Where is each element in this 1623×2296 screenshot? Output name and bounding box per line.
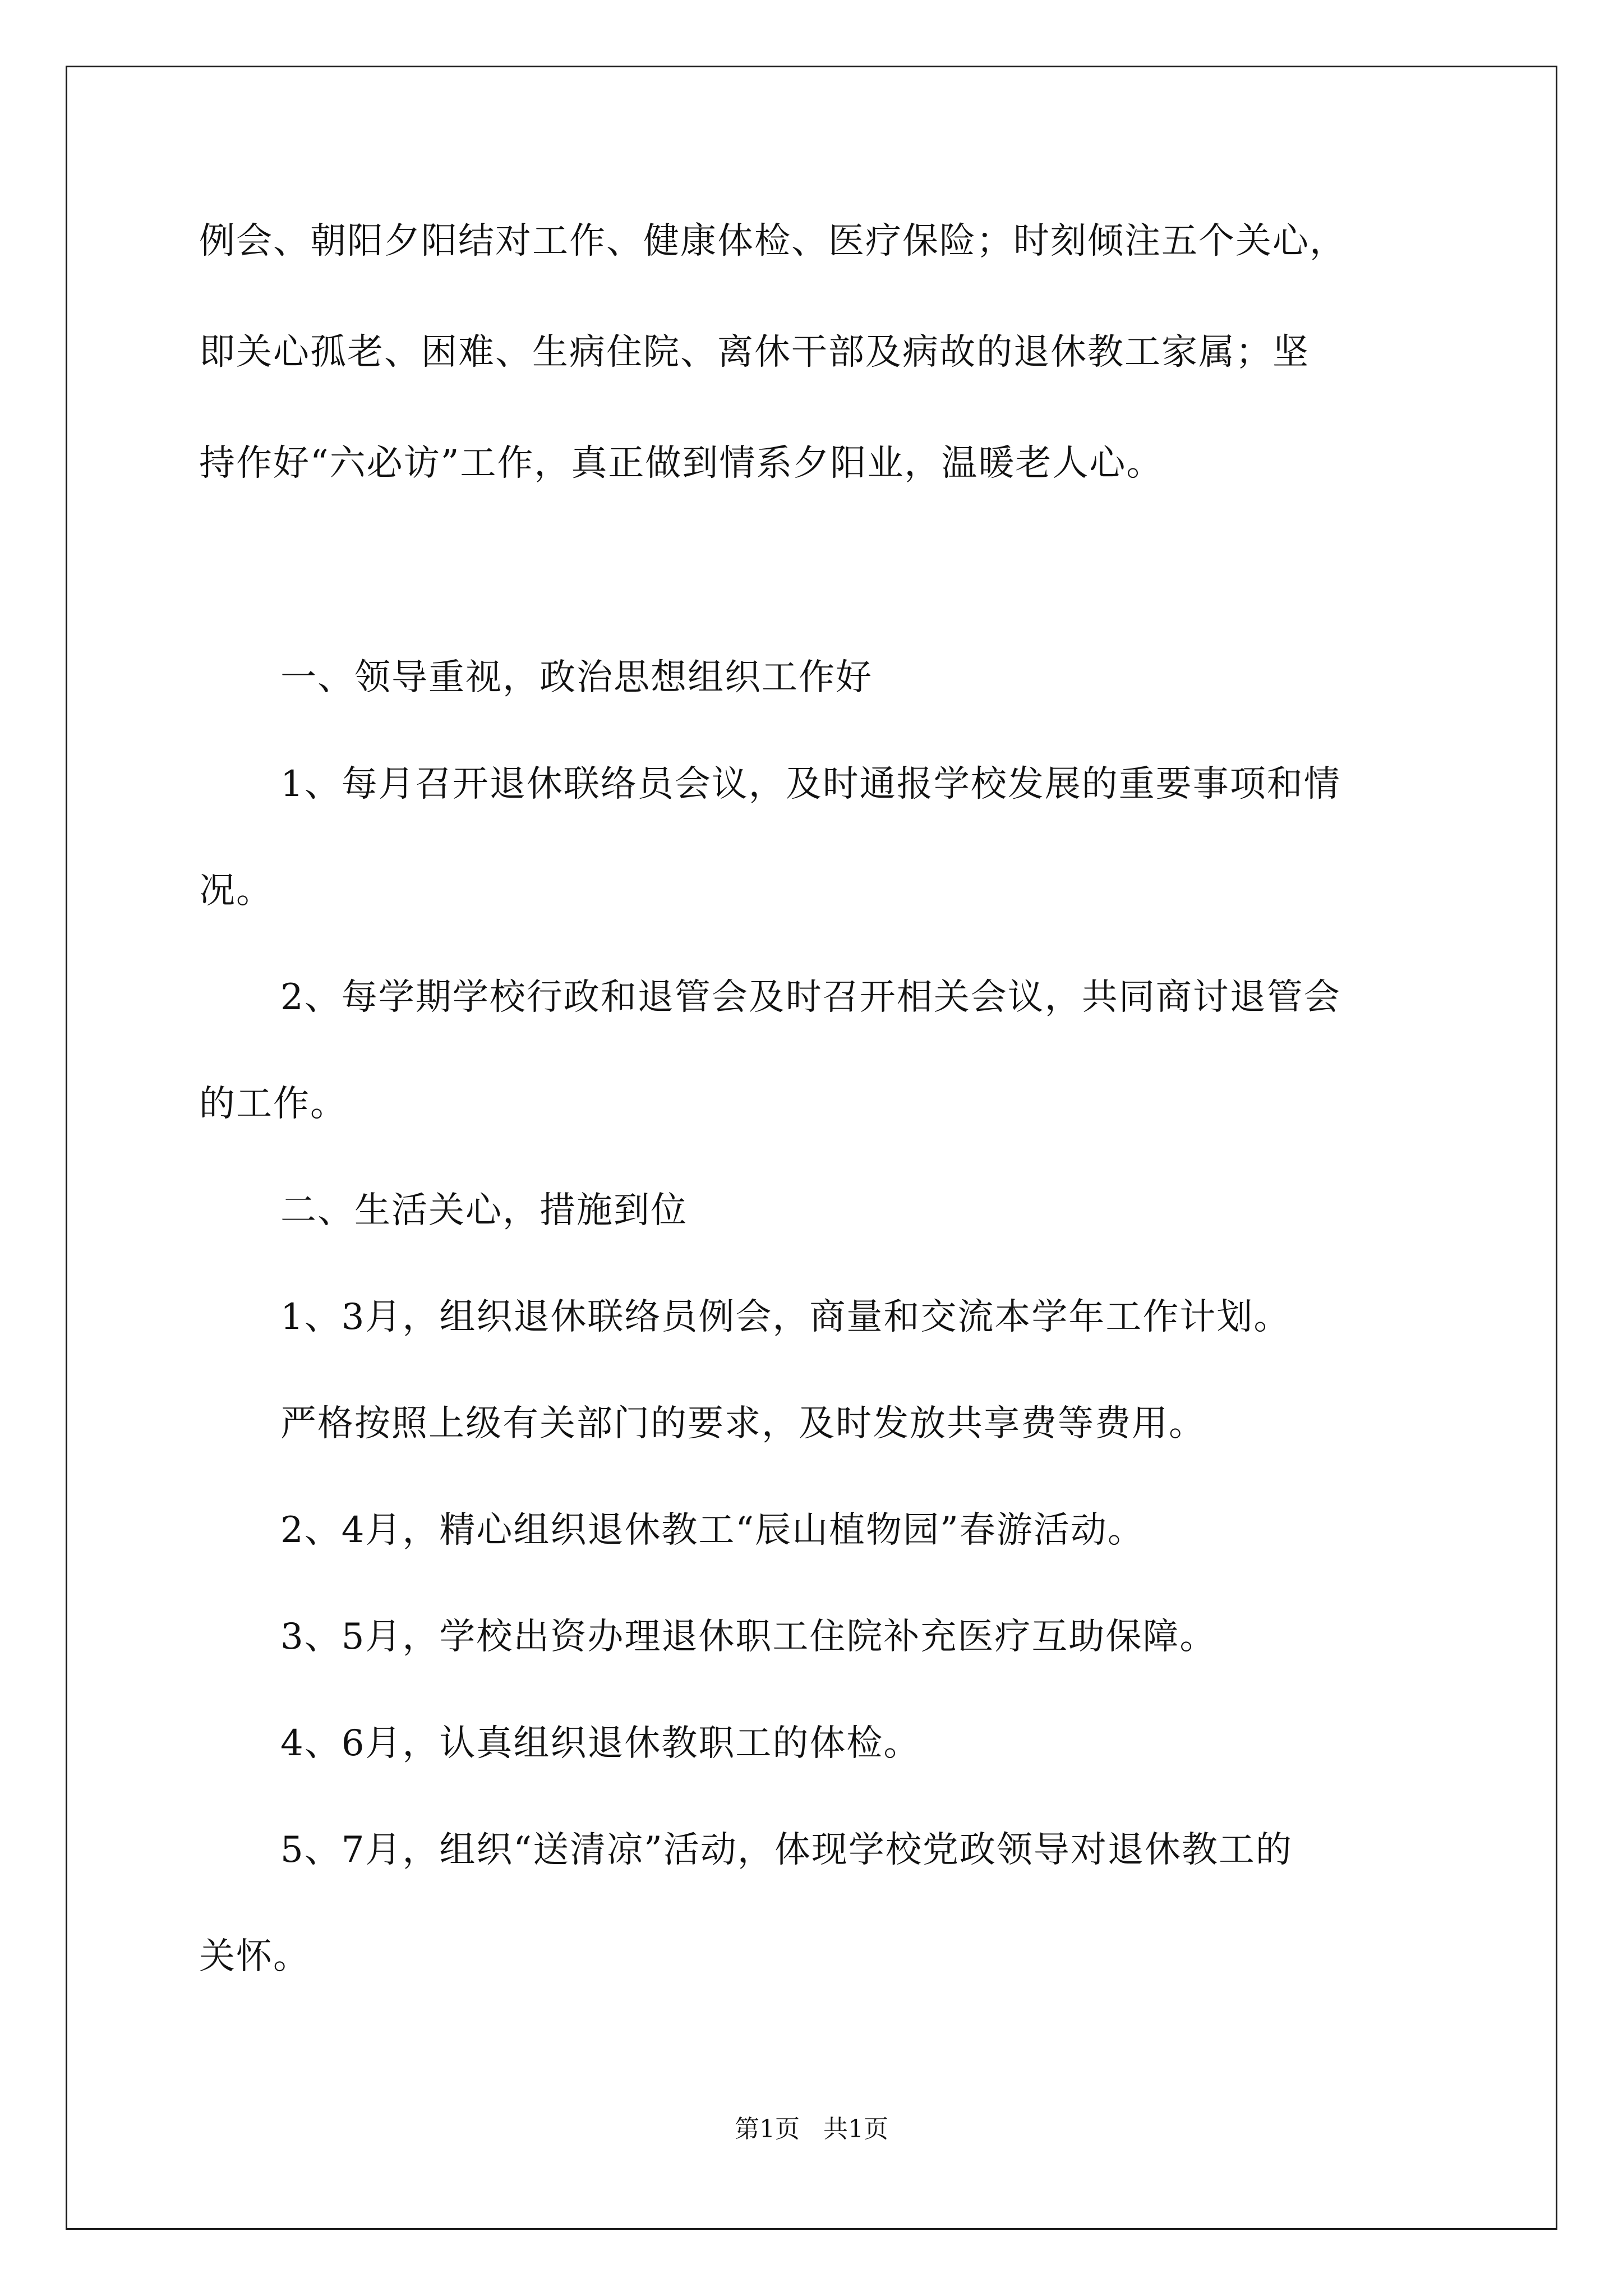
paragraph-line: 2、每学期学校行政和退管会及时召开相关会议，共同商讨退管会 xyxy=(280,977,1341,1018)
paragraph-line: 5、7月，组织“送清凉”活动，体现学校党政领导对退休教工的 xyxy=(280,1829,1293,1871)
section-heading: 二、生活关心，措施到位 xyxy=(280,1190,688,1231)
paragraph-line: 1、每月召开退休联络员会议，及时通报学校发展的重要事项和情 xyxy=(280,763,1341,805)
page-number-footer: 第1页 共1页 xyxy=(735,2115,888,2143)
paragraph-line: 即关心孤老、困难、生病住院、离休干部及病故的退休教工家属；坚 xyxy=(199,332,1310,373)
paragraph-line: 严格按照上级有关部门的要求，及时发放共享费等费用。 xyxy=(280,1403,1206,1444)
page-border xyxy=(66,66,1557,2230)
paragraph-line: 2、4月，精心组织退休教工“辰山植物园”春游活动。 xyxy=(280,1510,1145,1551)
paragraph-line: 1、3月，组织退休联络员例会，商量和交流本学年工作计划。 xyxy=(280,1296,1291,1338)
paragraph-line: 例会、朝阳夕阳结对工作、健康体检、医疗保险；时刻倾注五个关心， xyxy=(199,220,1347,262)
paragraph-line: 关怀。 xyxy=(199,1936,310,1977)
paragraph-line: 持作好“六必访”工作，真正做到情系夕阳业，温暖老人心。 xyxy=(199,443,1164,484)
paragraph-line: 4、6月，认真组织退休教职工的体检。 xyxy=(280,1723,921,1764)
paragraph-line: 况。 xyxy=(199,870,273,912)
paragraph-line: 3、5月，学校出资办理退休职工住院补充医疗互助保障。 xyxy=(280,1616,1217,1658)
section-heading: 一、领导重视，政治思想组织工作好 xyxy=(280,657,873,698)
paragraph-line: 的工作。 xyxy=(199,1083,347,1125)
